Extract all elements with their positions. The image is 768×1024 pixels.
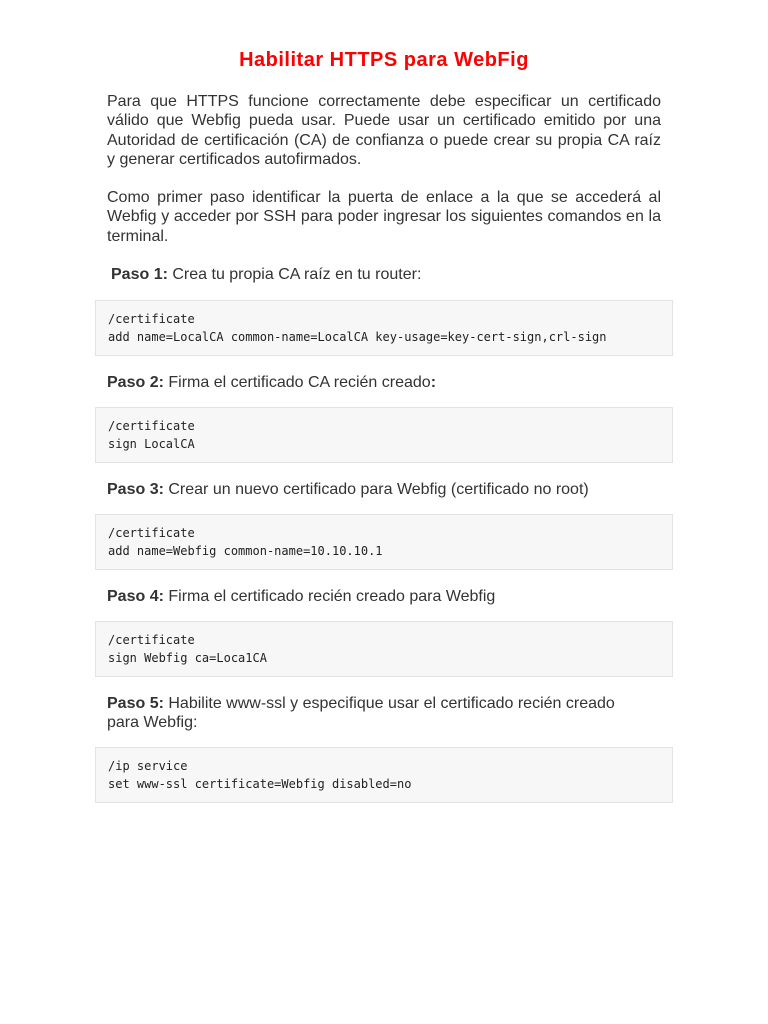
step-3-text: Crear un nuevo certificado para Webfig (certificado no root) — [163, 481, 589, 498]
code-line: set www-ssl certificate=Webfig disabled=no — [108, 776, 412, 791]
step-3-label: Paso 3: — [107, 481, 164, 498]
code-line: add name=Webfig common-name=10.10.10.1 — [108, 543, 383, 558]
intro-paragraph-2: Como primer paso identificar la puerta de enlace a la que se accederá al Webfig y acceder por SSH para poder ingresar los siguientes comandos en la terminal. — [107, 189, 661, 245]
step-1-text: Crea tu propia CA raíz en tu router: — [167, 266, 422, 283]
code-line: /certificate — [108, 312, 195, 326]
step-5-code-block — [95, 747, 673, 803]
step-4-text: Firma el certificado recién creado para Webfig — [163, 588, 496, 605]
step-3-heading — [107, 480, 667, 499]
step-2-heading — [107, 373, 667, 392]
code-line: /certificate — [108, 526, 195, 540]
code-line: /ip service — [108, 759, 188, 773]
step-5-heading — [107, 694, 637, 733]
step-1-heading — [111, 265, 671, 284]
document-title: Habilitar HTTPS para WebFig — [239, 49, 529, 71]
intro-paragraph-1: Para que HTTPS funcione correctamente debe especificar un certificado válido que Webfig pueda usar. Puede usar un certificado emitido por una Autoridad de certificación (CA) de confianza o puede crear su propia CA raíz y generar certificados autofirmados. — [107, 93, 661, 168]
step-4-code-block — [95, 621, 673, 677]
step-1-code-block — [95, 300, 673, 356]
step-1-label: Paso 1: — [111, 266, 168, 283]
step-2-colon: : — [430, 374, 437, 391]
step-2-code-block — [95, 407, 673, 463]
code-line: /certificate — [108, 419, 195, 433]
code-line: sign Webfig ca=Loca1CA — [108, 650, 267, 665]
step-2-label: Paso 2: — [107, 374, 164, 391]
step-5-text: Habilite www-ssl y especifique usar el certificado recién creado para Webfig: — [107, 695, 615, 732]
step-3-code-block — [95, 514, 673, 570]
code-line: sign LocalCA — [108, 436, 195, 451]
step-5-label: Paso 5: — [107, 695, 164, 712]
code-line: /certificate — [108, 633, 195, 647]
code-line: add name=LocalCA common-name=LocalCA key-usage=key-cert-sign,crl-sign — [108, 329, 607, 344]
step-4-heading — [107, 587, 667, 606]
step-2-text: Firma el certificado CA recién creado — [163, 374, 431, 391]
step-4-label: Paso 4: — [107, 588, 164, 605]
